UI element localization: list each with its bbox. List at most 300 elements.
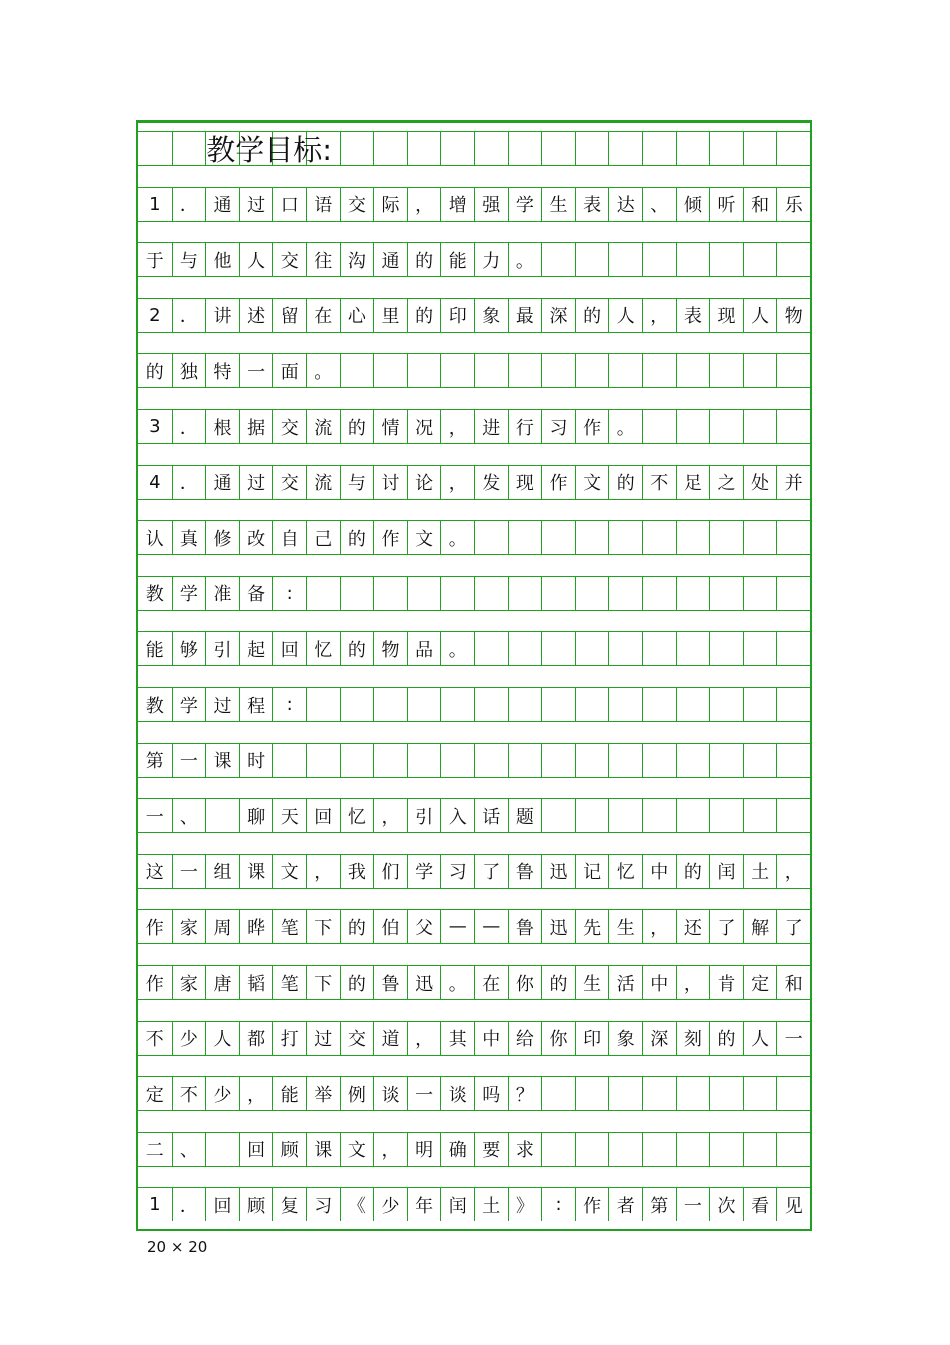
row-spacer	[138, 276, 810, 299]
grid-cell	[508, 132, 542, 165]
row-spacer	[138, 832, 810, 855]
grid-cell: 。	[440, 632, 474, 665]
grid-cell: 听	[709, 188, 743, 221]
grid-cell: 真	[172, 521, 206, 554]
grid-cell: 发	[474, 466, 508, 499]
grid-cell: ．	[172, 299, 206, 332]
grid-cell: 交	[340, 188, 374, 221]
grid-cell: 定	[743, 966, 777, 999]
grid-cell: 求	[508, 1133, 542, 1166]
grid-cell	[575, 243, 609, 276]
grid-cell: 的	[575, 299, 609, 332]
grid-cell: ，	[676, 966, 710, 999]
grid-cell: 吗	[474, 1077, 508, 1110]
grid-cell: 天	[272, 799, 306, 832]
grid-cell: 回	[239, 1133, 273, 1166]
grid-cell	[340, 744, 374, 777]
grid-cell	[440, 132, 474, 165]
grid-cell	[776, 688, 810, 721]
grid-cell	[508, 632, 542, 665]
grid-cell: ．	[172, 188, 206, 221]
grid-cell: ，	[306, 855, 340, 888]
grid-cell: 语	[306, 188, 340, 221]
grid-cell: 第	[642, 1188, 676, 1221]
grid-cell: 。	[306, 354, 340, 387]
grid-cell	[608, 577, 642, 610]
grid-cell: 心	[340, 299, 374, 332]
grid-cell	[440, 688, 474, 721]
grid-cell: 鲁	[373, 966, 407, 999]
grid-cell	[407, 688, 441, 721]
grid-cell	[440, 354, 474, 387]
grid-cell: 交	[272, 243, 306, 276]
grid-cell: ，	[407, 1022, 441, 1055]
grid-cell: 先	[575, 910, 609, 943]
grid-cell	[373, 354, 407, 387]
grid-cell: 课	[239, 855, 273, 888]
grid-cell	[205, 799, 239, 832]
grid-cell	[575, 1077, 609, 1110]
manuscript-grid	[136, 120, 812, 1231]
grid-cell: 2	[149, 304, 161, 326]
grid-cell	[743, 243, 777, 276]
row-spacer	[138, 221, 810, 244]
grid-cell: 。	[508, 243, 542, 276]
grid-cell: 家	[172, 966, 206, 999]
grid-cell	[575, 354, 609, 387]
grid-cell: 迅	[407, 966, 441, 999]
grid-cell: 留	[272, 299, 306, 332]
grid-cell: 物	[373, 632, 407, 665]
grid-cell	[676, 744, 710, 777]
grid-cell	[776, 799, 810, 832]
grid-cell: 其	[440, 1022, 474, 1055]
row-spacer	[138, 721, 810, 744]
grid-cell: 人	[743, 299, 777, 332]
grid-cell: 足	[676, 466, 710, 499]
grid-cell: 通	[205, 466, 239, 499]
grid-cell: 。	[608, 410, 642, 443]
grid-cell	[743, 577, 777, 610]
grid-cell	[541, 132, 575, 165]
grid-cell	[474, 354, 508, 387]
grid-cell: 第	[145, 751, 164, 773]
grid-cell: 忆	[306, 632, 340, 665]
grid-cell: 在	[306, 299, 340, 332]
grid-cell: 看	[743, 1188, 777, 1221]
grid-cell	[541, 632, 575, 665]
grid-cell	[709, 1077, 743, 1110]
grid-cell: 生	[575, 966, 609, 999]
grid-cell: 印	[440, 299, 474, 332]
grid-cell: 过	[239, 188, 273, 221]
grid-cell: 行	[508, 410, 542, 443]
grid-cell: 、	[642, 188, 676, 221]
grid-cell: 和	[776, 966, 810, 999]
grid-cell: 表	[676, 299, 710, 332]
grid-cell: 下	[306, 966, 340, 999]
grid-cell: 一	[776, 1022, 810, 1055]
grid-cell	[642, 521, 676, 554]
grid-cell	[407, 132, 441, 165]
row-spacer	[138, 554, 810, 577]
grid-cell: 倾	[676, 188, 710, 221]
grid-cell: 土	[743, 855, 777, 888]
grid-cell: 还	[676, 910, 710, 943]
text-row	[138, 188, 810, 221]
grid-cell: 次	[709, 1188, 743, 1221]
grid-cell	[575, 577, 609, 610]
grid-cell: 不	[172, 1077, 206, 1110]
text-row	[138, 1133, 810, 1166]
grid-cell: 中	[642, 855, 676, 888]
grid-cell	[608, 521, 642, 554]
grid-cell	[407, 577, 441, 610]
grid-cell: 忆	[340, 799, 374, 832]
grid-cell: 二	[145, 1140, 164, 1162]
grid-cell	[743, 410, 777, 443]
grid-cell	[642, 688, 676, 721]
grid-cell: 例	[340, 1077, 374, 1110]
grid-cell: 《	[340, 1188, 374, 1221]
grid-cell	[407, 354, 441, 387]
grid-cell: 的	[676, 855, 710, 888]
grid-cell: 能	[145, 639, 164, 661]
grid-cell	[575, 799, 609, 832]
grid-cell: 晔	[239, 910, 273, 943]
grid-cell	[776, 1077, 810, 1110]
grid-cell: 增	[440, 188, 474, 221]
grid-cell: 程	[239, 688, 273, 721]
grid-cell: 过	[205, 688, 239, 721]
grid-cell	[776, 521, 810, 554]
grid-cell: 入	[440, 799, 474, 832]
grid-cell: 给	[508, 1022, 542, 1055]
grid-cell	[743, 1133, 777, 1166]
grid-cell: 中	[474, 1022, 508, 1055]
grid-cell: 之	[709, 466, 743, 499]
grid-cell: 见	[776, 1188, 810, 1221]
grid-cell: 里	[373, 299, 407, 332]
grid-cell: 深	[541, 299, 575, 332]
grid-cell: 1	[149, 193, 161, 215]
grid-cell: 引	[205, 632, 239, 665]
grid-cell: 乐	[776, 188, 810, 221]
grid-cell: ．	[172, 410, 206, 443]
grid-cell: 笔	[272, 910, 306, 943]
grid-cell: 际	[373, 188, 407, 221]
grid-cell: 作	[575, 410, 609, 443]
grid-cell	[172, 132, 206, 165]
grid-cell	[541, 577, 575, 610]
grid-cell: 的	[541, 966, 575, 999]
grid-cell: 家	[172, 910, 206, 943]
grid-cell: 流	[306, 410, 340, 443]
grid-cell	[776, 243, 810, 276]
grid-cell: 了	[709, 910, 743, 943]
row-spacer	[138, 777, 810, 800]
grid-cell: 人	[239, 243, 273, 276]
grid-cell: 表	[575, 188, 609, 221]
grid-cell: 我	[340, 855, 374, 888]
grid-cell	[541, 354, 575, 387]
grid-cell: 引	[407, 799, 441, 832]
grid-cell: :	[541, 1188, 575, 1221]
grid-cell	[575, 744, 609, 777]
grid-cell: 能	[440, 243, 474, 276]
grid-cell: 组	[205, 855, 239, 888]
grid-cell: 忆	[608, 855, 642, 888]
row-spacer	[138, 443, 810, 466]
grid-cell	[541, 1077, 575, 1110]
grid-cell: 题	[508, 799, 542, 832]
grid-cell: 现	[709, 299, 743, 332]
grid-cell: 沟	[340, 243, 374, 276]
grid-cell: 作	[373, 521, 407, 554]
grid-cell: 闰	[709, 855, 743, 888]
grid-cell: 课	[205, 744, 239, 777]
grid-cell	[743, 744, 777, 777]
grid-cell: 年	[407, 1188, 441, 1221]
grid-cell: 你	[541, 1022, 575, 1055]
grid-cell	[642, 354, 676, 387]
text-row	[138, 1077, 810, 1110]
grid-cell: 的	[340, 632, 374, 665]
grid-cell	[608, 799, 642, 832]
grid-cell: 讨	[373, 466, 407, 499]
grid-cell: 过	[239, 466, 273, 499]
grid-cell	[776, 577, 810, 610]
grid-cell: 少	[373, 1188, 407, 1221]
grid-cell: 道	[373, 1022, 407, 1055]
grid-cell: 回	[205, 1188, 239, 1221]
grid-cell	[676, 243, 710, 276]
grid-cell: 。	[440, 966, 474, 999]
grid-cell: 笔	[272, 966, 306, 999]
grid-cell: 的	[709, 1022, 743, 1055]
grid-cell	[676, 577, 710, 610]
grid-cell: 了	[474, 855, 508, 888]
grid-cell	[709, 354, 743, 387]
grid-cell: 肯	[709, 966, 743, 999]
grid-cell: 课	[306, 1133, 340, 1166]
grid-cell	[676, 799, 710, 832]
grid-cell	[743, 688, 777, 721]
grid-cell: 的	[340, 410, 374, 443]
row-spacer	[138, 1110, 810, 1133]
grid-cell: 文	[407, 521, 441, 554]
grid-cell	[743, 132, 777, 165]
grid-cell: 况	[407, 410, 441, 443]
grid-cell: 和	[743, 188, 777, 221]
grid-cell: 这	[145, 862, 164, 884]
text-row	[138, 966, 810, 999]
grid-cell: 父	[407, 910, 441, 943]
grid-cell: 你	[508, 966, 542, 999]
grid-cell	[642, 577, 676, 610]
grid-cell: ，	[373, 1133, 407, 1166]
grid-cell	[642, 632, 676, 665]
grid-cell	[608, 132, 642, 165]
grid-cell: 、	[172, 1133, 206, 1166]
grid-cell: 明	[407, 1133, 441, 1166]
grid-cell: 与	[340, 466, 374, 499]
grid-cell	[340, 354, 374, 387]
grid-cell	[508, 577, 542, 610]
grid-cell	[776, 410, 810, 443]
grid-cell: 最	[508, 299, 542, 332]
grid-cell: 学	[172, 688, 206, 721]
grid-cell	[474, 132, 508, 165]
grid-cell: 流	[306, 466, 340, 499]
row-spacer	[138, 1055, 810, 1078]
grid-cell	[776, 1133, 810, 1166]
text-row	[138, 910, 810, 943]
grid-cell	[474, 688, 508, 721]
grid-cell: 习	[541, 410, 575, 443]
grid-size-label: 20 × 20	[147, 1238, 208, 1256]
grid-cell	[340, 577, 374, 610]
grid-cell: —	[474, 910, 508, 943]
grid-cell	[575, 688, 609, 721]
grid-cell	[676, 354, 710, 387]
grid-cell: 讲	[205, 299, 239, 332]
grid-cell: 的	[340, 910, 374, 943]
grid-cell: 者	[608, 1188, 642, 1221]
grid-cell	[608, 744, 642, 777]
grid-cell	[306, 744, 340, 777]
grid-cell: 文	[575, 466, 609, 499]
row-spacer	[138, 387, 810, 410]
grid-cell: 认	[145, 528, 164, 550]
grid-cell: ，	[440, 410, 474, 443]
grid-cell: 作	[145, 973, 164, 995]
grid-cell	[474, 632, 508, 665]
grid-cell: 作	[541, 466, 575, 499]
grid-cell: 不	[145, 1029, 164, 1051]
grid-cell: 了	[776, 910, 810, 943]
grid-cell	[373, 132, 407, 165]
grid-cell: 够	[172, 632, 206, 665]
grid-cell	[373, 744, 407, 777]
grid-cell	[676, 1077, 710, 1110]
grid-cell	[676, 521, 710, 554]
row-spacer	[138, 1166, 810, 1189]
grid-cell: 的	[608, 466, 642, 499]
grid-cell	[776, 354, 810, 387]
grid-cell: 教	[145, 695, 164, 717]
text-row	[138, 1022, 810, 1055]
grid-cell	[709, 688, 743, 721]
grid-cell: 过	[306, 1022, 340, 1055]
grid-cell	[474, 521, 508, 554]
grid-cell: 通	[205, 188, 239, 221]
grid-cell: 记	[575, 855, 609, 888]
grid-cell	[440, 577, 474, 610]
grid-cell	[407, 744, 441, 777]
grid-cell: :	[272, 688, 306, 721]
grid-cell: 物	[776, 299, 810, 332]
row-spacer	[138, 943, 810, 966]
grid-cell	[743, 354, 777, 387]
grid-cell: 进	[474, 410, 508, 443]
grid-cell	[306, 688, 340, 721]
grid-cell: ，	[776, 855, 810, 888]
grid-cell	[676, 688, 710, 721]
grid-cell: 述	[239, 299, 273, 332]
row-spacer	[138, 999, 810, 1022]
grid-cell: 交	[340, 1022, 374, 1055]
grid-cell: 鲁	[508, 910, 542, 943]
grid-cell: ，	[373, 799, 407, 832]
grid-cell: 唐	[205, 966, 239, 999]
grid-cell: 伯	[373, 910, 407, 943]
grid-cell: 周	[205, 910, 239, 943]
grid-cell: ．	[172, 466, 206, 499]
grid-cell: 一	[172, 744, 206, 777]
grid-cell: 起	[239, 632, 273, 665]
grid-cell: 象	[608, 1022, 642, 1055]
grid-cell: 下	[306, 910, 340, 943]
grid-cell: 的	[145, 361, 164, 383]
grid-cell	[743, 799, 777, 832]
grid-cell: 论	[407, 466, 441, 499]
page-title: 教学目标:	[206, 133, 332, 167]
grid-cell: 印	[575, 1022, 609, 1055]
grid-cell: 3	[149, 416, 161, 437]
grid-cell	[642, 744, 676, 777]
grid-cell: 谈	[440, 1077, 474, 1110]
grid-cell	[205, 1133, 239, 1166]
text-row	[138, 354, 810, 387]
text-row	[138, 688, 810, 721]
grid-cell: 生	[608, 910, 642, 943]
grid-cell	[508, 688, 542, 721]
text-row	[138, 577, 810, 610]
grid-cell: 4	[149, 471, 161, 493]
grid-cell: 习	[306, 1188, 340, 1221]
grid-cell: 一	[172, 855, 206, 888]
text-row	[138, 466, 810, 499]
grid-cell: ，	[407, 188, 441, 221]
grid-cell	[709, 799, 743, 832]
grid-cell: ？	[508, 1077, 542, 1110]
grid-cell: —	[440, 910, 474, 943]
grid-cell	[642, 1133, 676, 1166]
grid-cell	[709, 243, 743, 276]
grid-cell	[709, 410, 743, 443]
grid-cell	[776, 744, 810, 777]
grid-cell: 达	[608, 188, 642, 221]
grid-cell: 一	[239, 354, 273, 387]
grid-cell	[709, 1133, 743, 1166]
grid-cell	[608, 632, 642, 665]
grid-cell	[508, 354, 542, 387]
row-spacer	[138, 499, 810, 522]
grid-cell: 通	[373, 243, 407, 276]
grid-cell	[272, 744, 306, 777]
grid-cell: 往	[306, 243, 340, 276]
grid-cell	[373, 577, 407, 610]
grid-cell	[676, 632, 710, 665]
grid-cell: 作	[145, 917, 164, 939]
grid-cell: 文	[272, 855, 306, 888]
grid-cell: 修	[205, 521, 239, 554]
grid-cell: 备	[239, 577, 273, 610]
grid-cell	[608, 1133, 642, 1166]
grid-cell	[642, 410, 676, 443]
grid-cell	[575, 1133, 609, 1166]
